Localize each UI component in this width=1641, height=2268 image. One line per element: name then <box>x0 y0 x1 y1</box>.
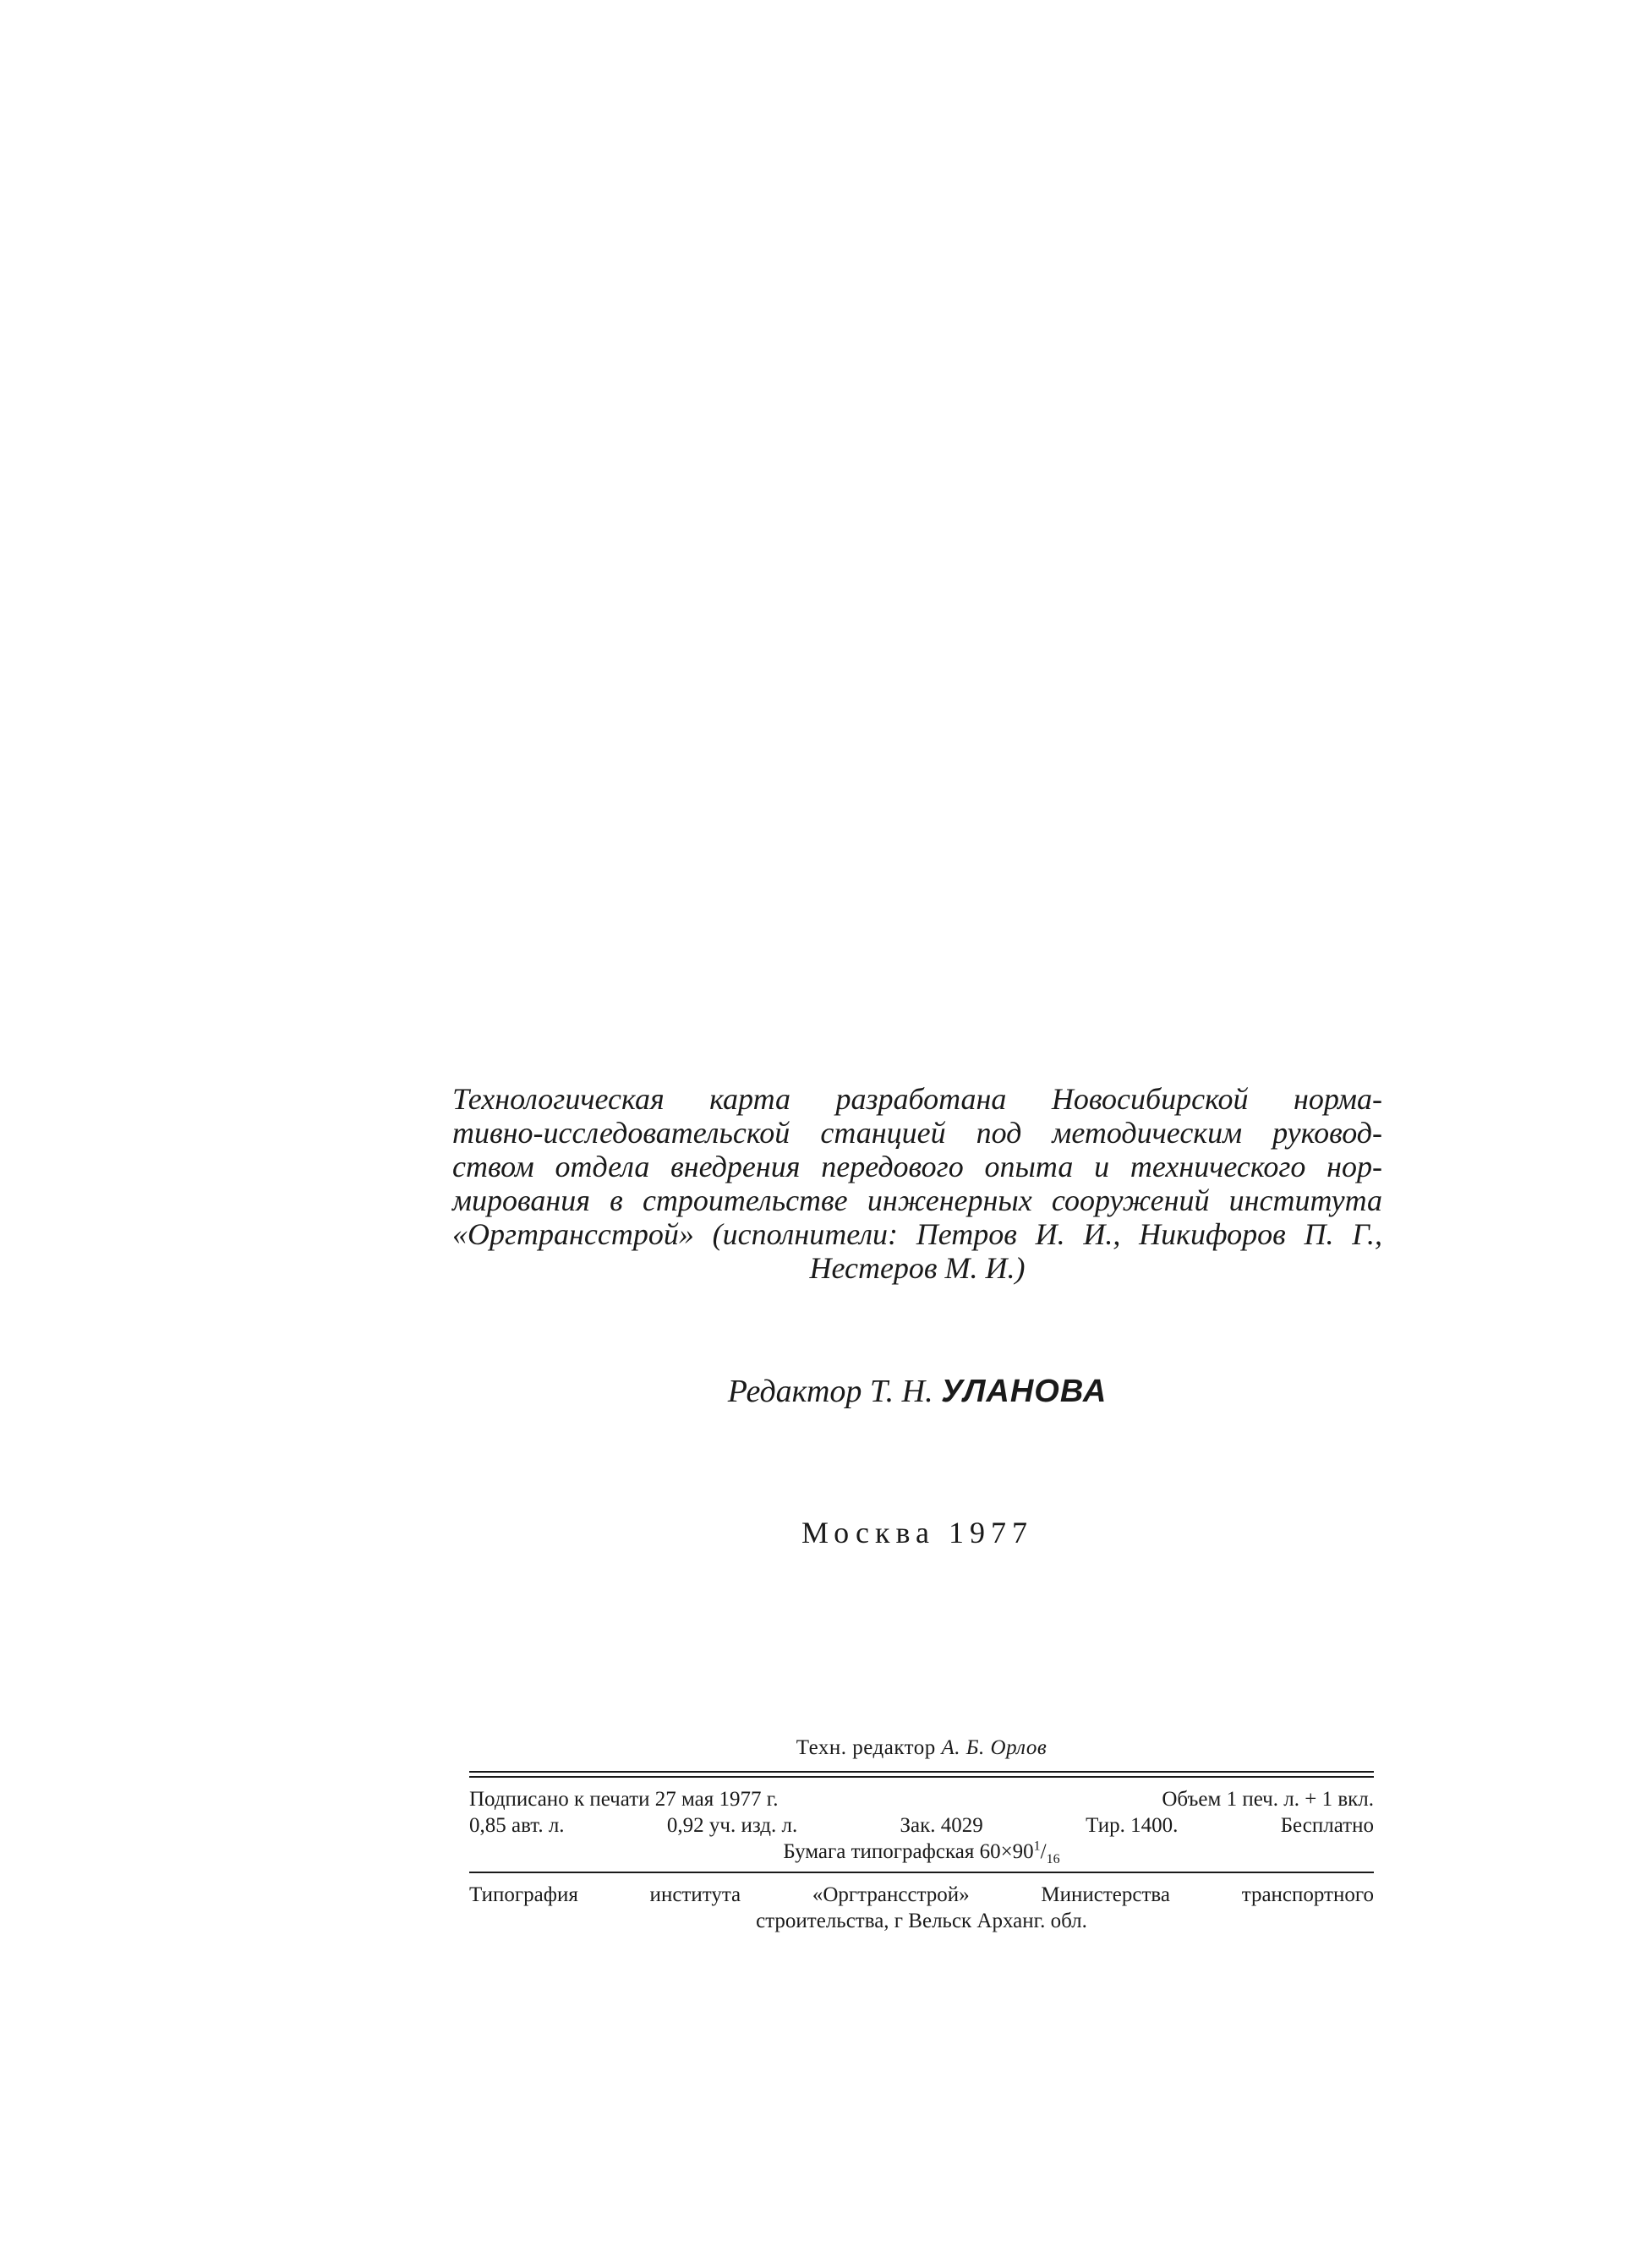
imprint-row-signed <box>469 1786 1374 1812</box>
editor-line <box>452 1373 1382 1410</box>
tech-editor-line <box>469 1735 1374 1761</box>
single-rule <box>469 1872 1374 1873</box>
printer-line: Типография института «Оргтрансстрой» Министерства транспортного <box>469 1883 1374 1906</box>
author-sheets: 0,85 авт. л. <box>469 1814 565 1837</box>
paper-format-sup: 1 <box>1033 1839 1041 1854</box>
price: Бесплатно <box>1280 1814 1374 1837</box>
imprint-block <box>469 1735 1374 1934</box>
imprint-row-details <box>469 1812 1374 1839</box>
tech-editor-role: Техн. редактор <box>796 1736 936 1759</box>
print-run: Тир. 1400. <box>1086 1814 1179 1837</box>
credits-paragraph <box>452 1082 1382 1285</box>
city-year: Москва 1977 <box>801 1516 1033 1549</box>
paper-format-sub: 16 <box>1046 1852 1060 1866</box>
editor-role: Редактор Т. Н. <box>727 1374 933 1409</box>
credits-line: ством отдела внедрения передового опыта и технического нор- <box>452 1150 1382 1183</box>
paper-format-prefix: Бумага типографская 60×90 <box>783 1840 1034 1863</box>
paper-format: Бумага типографская $60\times 90^1/_{16}$ <box>783 1839 1060 1866</box>
credits-line: мирования в строительстве инженерных сооружений института <box>452 1183 1382 1217</box>
printer-info <box>469 1882 1374 1934</box>
credits-line: Нестеров М. И.) <box>809 1251 1026 1285</box>
credits-line: «Оргтрансстрой» (исполнители: Петров И. И., Никифоров П. Г., <box>452 1217 1382 1251</box>
volume: Объем 1 печ. л. + 1 вкл. <box>1162 1788 1374 1811</box>
credits-line: тивно-исследовательской станцией под методическим руковод- <box>452 1116 1382 1150</box>
order-number: Зак. 4029 <box>900 1814 983 1837</box>
tech-editor-name: А. Б. Орлов <box>941 1736 1048 1759</box>
publisher-sheets: 0,92 уч. изд. л. <box>666 1814 798 1837</box>
editor-name: УЛАНОВА <box>941 1374 1108 1409</box>
credits-line: Технологическая карта разработана Новосибирской норма- <box>452 1082 1382 1116</box>
double-rule <box>469 1771 1374 1778</box>
printer-line: строительства, г Вельск Арханг. обл. <box>756 1910 1087 1932</box>
signed-date: Подписано к печати 27 мая 1977 г. <box>469 1788 779 1811</box>
